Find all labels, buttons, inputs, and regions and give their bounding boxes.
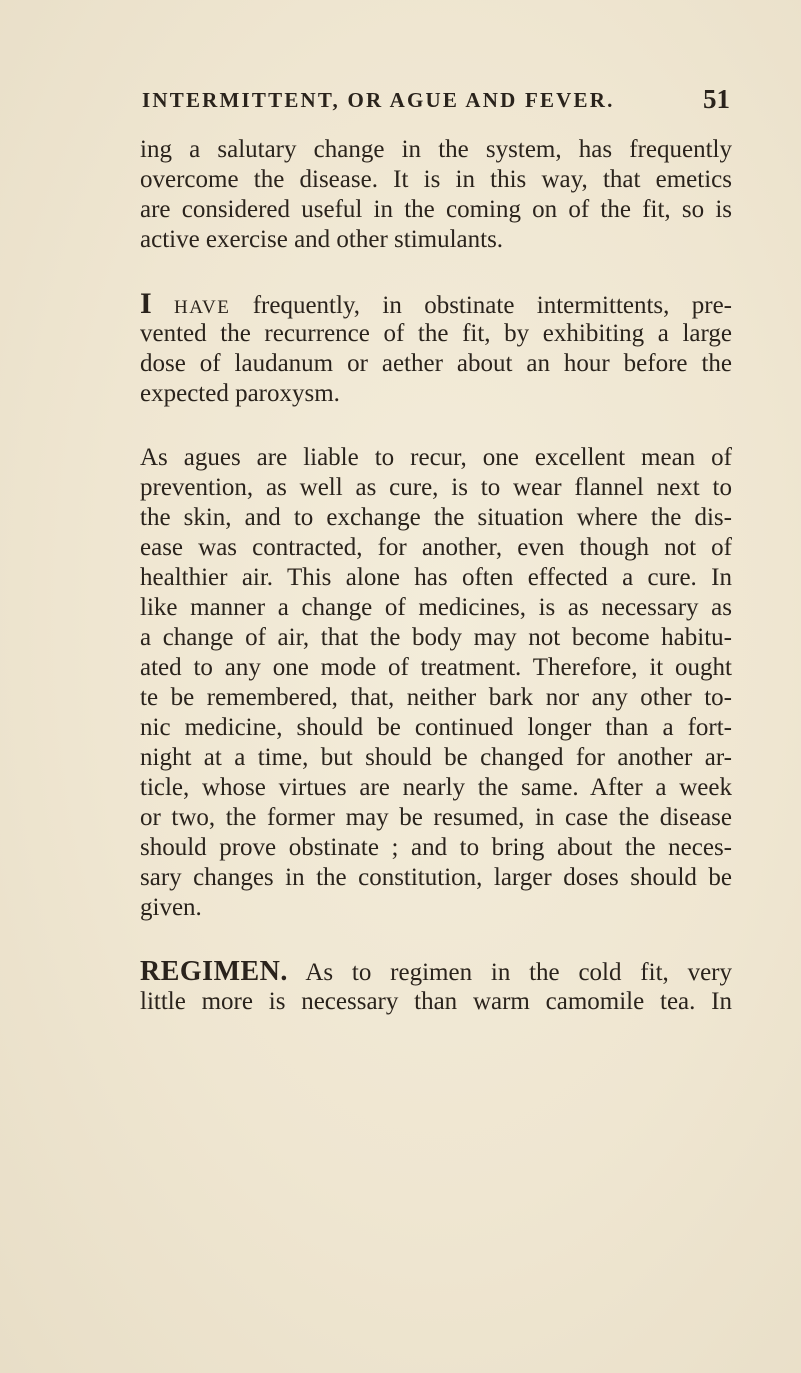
paragraph-4	[140, 957, 732, 1017]
line-text: As to regimen in the cold fit, very	[287, 959, 732, 986]
text-line: night at a time, but should be changed for another ar-	[140, 744, 732, 771]
text-line: dose of laudanum or aether about an hour before the	[140, 350, 732, 377]
text-line: the skin, and to exchange the situation where the dis-	[140, 504, 732, 531]
text-line	[140, 957, 732, 987]
running-head: INTERMITTENT, OR AGUE AND FEVER.	[142, 88, 615, 112]
text-line: prevention, as well as cure, is to wear flannel next to	[140, 474, 732, 501]
text-line: little more is necessary than warm camomile tea. In	[140, 988, 732, 1015]
text-line: active exercise and other stimulants.	[140, 226, 504, 253]
text-line: ated to any one mode of treatment. Therefore, it ought	[140, 654, 732, 681]
text-line: vented the recurrence of the fit, by exhibiting a large	[140, 320, 732, 347]
text-line: healthier air. This alone has often effected a cure. In	[140, 564, 732, 591]
text-line: overcome the disease. It is in this way, that emetics	[140, 166, 732, 193]
text-line: ticle, whose virtues are nearly the same. After a week	[140, 774, 732, 801]
text-line: As agues are liable to recur, one excellent mean of	[140, 444, 732, 471]
text-line	[140, 289, 732, 319]
small-caps-word: HAVE	[174, 297, 231, 318]
text-line: or two, the former may be resumed, in case the disease	[140, 804, 732, 831]
paragraph-3	[140, 443, 732, 923]
section-heading: REGIMEN.	[140, 956, 288, 987]
paragraph-2	[140, 289, 732, 409]
text-line: a change of air, that the body may not become habitu-	[140, 624, 732, 651]
text-line: like manner a change of medicines, is as necessary as	[140, 594, 732, 621]
text-line: expected paroxysm.	[140, 380, 340, 407]
text-line: given.	[140, 894, 202, 921]
text-line: ease was contracted, for another, even though not of	[140, 534, 732, 561]
paragraph-1	[140, 135, 732, 255]
text-line: te be remembered, that, neither bark nor any other to-	[140, 684, 732, 711]
text-line: sary changes in the constitution, larger doses should be	[140, 864, 732, 891]
line-text: frequently, in obstinate intermittents, pre-	[230, 292, 732, 319]
body-text	[140, 135, 732, 1017]
text-line: nic medicine, should be continued longer than a fort-	[140, 714, 732, 741]
page-header	[142, 84, 730, 124]
text-line: should prove obstinate ; and to bring about the neces-	[140, 834, 732, 861]
text-line: ing a salutary change in the system, has frequently	[140, 136, 732, 163]
page-number: 51	[703, 84, 730, 114]
drop-cap: I	[140, 287, 152, 320]
text-line: are considered useful in the coming on of the fit, so is	[140, 196, 732, 223]
